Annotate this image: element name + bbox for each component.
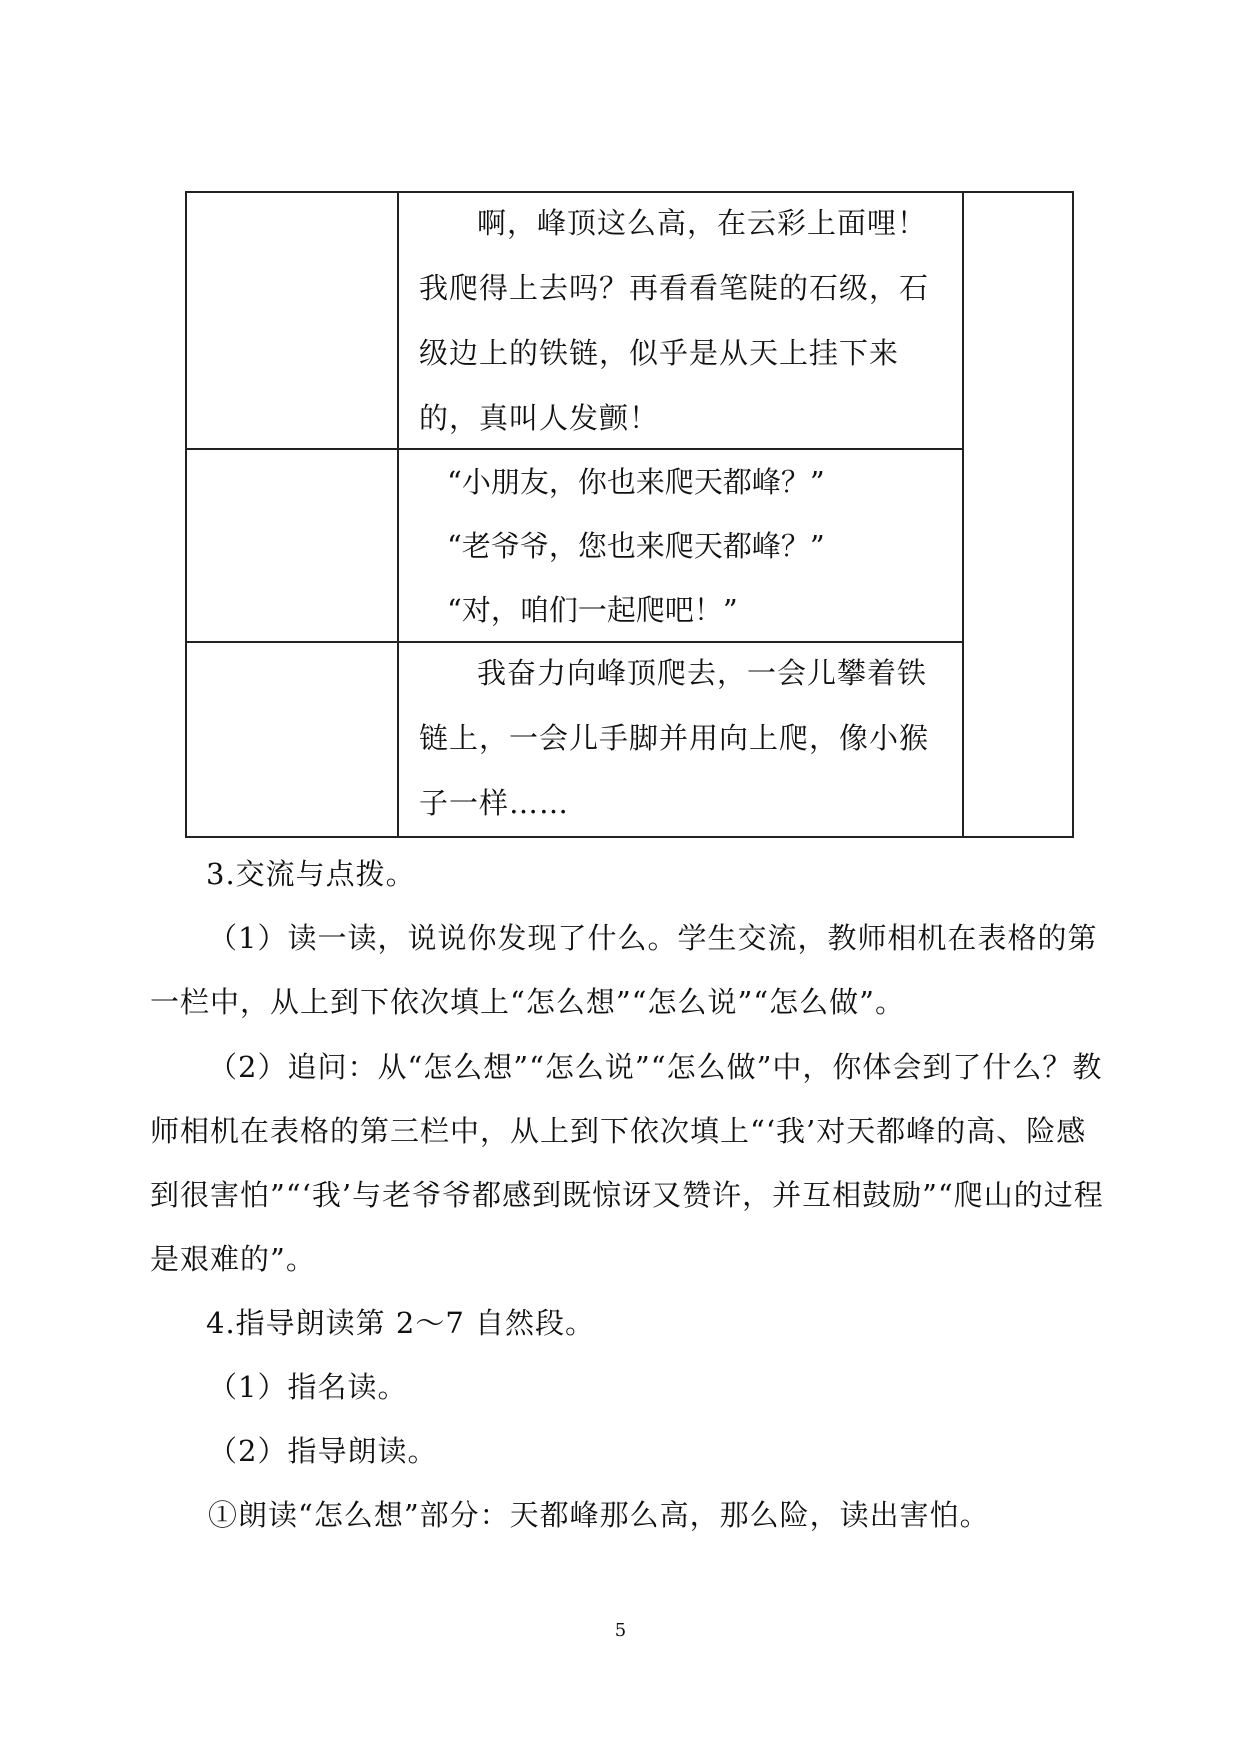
cell-paragraph: 我奋力向峰顶爬去，一会儿攀着铁链上，一会儿手脚并用向上爬，像小猴子一样…… xyxy=(419,656,930,820)
page-number: 5 xyxy=(614,1620,627,1641)
table-row xyxy=(185,641,964,838)
body-paragraph: （2）指导朗读。 xyxy=(208,1434,438,1468)
table-row xyxy=(185,191,964,450)
body-paragraph: （1）读一读，说说你发现了什么。学生交流，教师相机在表格的第一栏中，从上到下依次填上“怎么想”“怎么说”“怎么做”。 xyxy=(150,921,1098,1019)
section-heading: 4.指导朗读第 2～7 自然段。 xyxy=(206,1306,596,1340)
body-paragraph: （1）指名读。 xyxy=(208,1370,408,1404)
table-cell-col1 xyxy=(187,643,399,836)
dialog-line: “小朋友，你也来爬天都峰？” xyxy=(447,465,825,499)
dialog-line: “老爷爷，您也来爬天都峰？” xyxy=(447,529,825,563)
body-paragraph: ①朗读“怎么想”部分：天都峰那么高，那么险，读出害怕。 xyxy=(208,1498,990,1532)
body-paragraph: （2）追问：从“怎么想”“怎么说”“怎么做”中，你体会到了什么？教师相机在表格的第三栏中，从上到下依次填上“‘我’对天都峰的高、险感到很害怕”“‘我’与老爷爷都感到既惊讶又赞许，并互相鼓励”“爬山的过程是艰难的”。 xyxy=(150,1050,1104,1276)
table-column-3 xyxy=(962,191,1074,838)
dialog-line: “对，咱们一起爬吧！” xyxy=(447,593,738,627)
table-cell-col1 xyxy=(187,193,399,448)
section-heading: 3.交流与点拨。 xyxy=(206,857,416,891)
cell-paragraph: 啊，峰顶这么高，在云彩上面哩！我爬得上去吗？再看看笔陡的石级，石级边上的铁链，似乎是从天上挂下来的，真叫人发颤！ xyxy=(419,206,930,435)
table-cell-col1 xyxy=(187,450,399,641)
table-row xyxy=(185,448,964,643)
